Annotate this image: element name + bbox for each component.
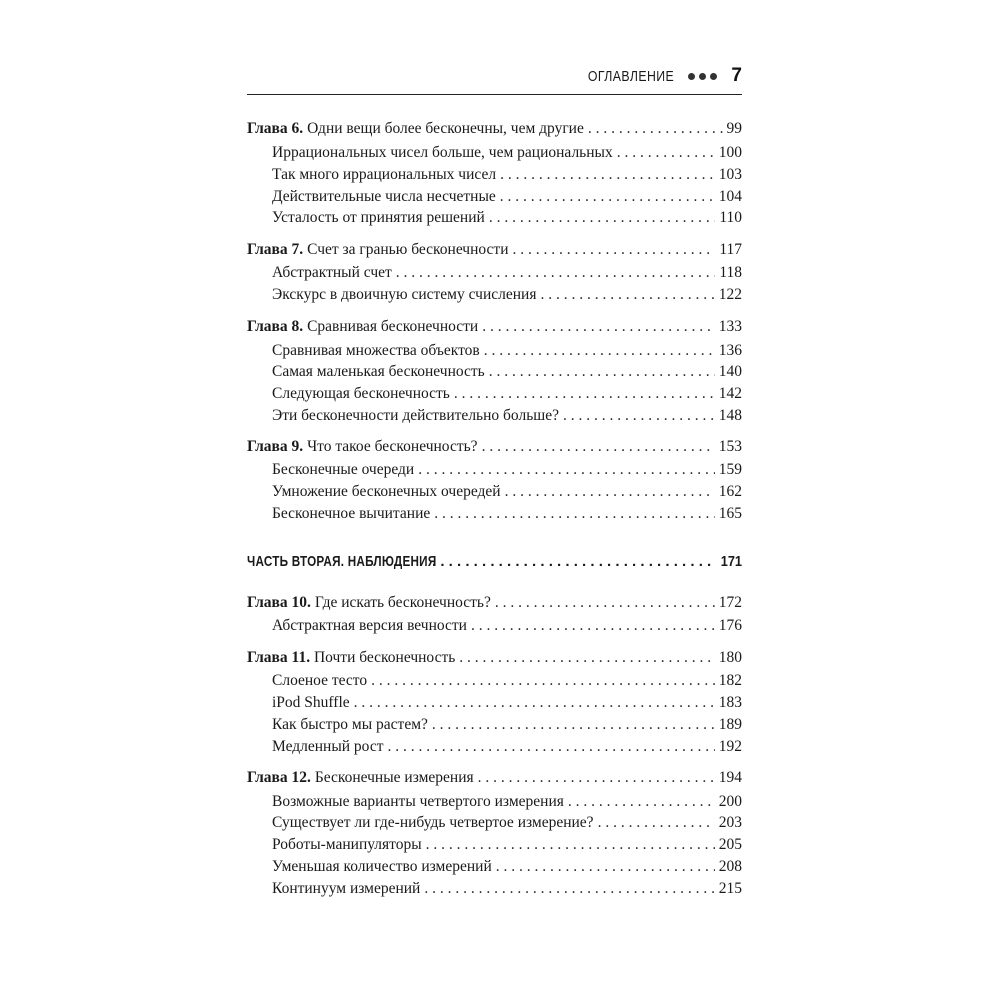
toc-section-title: Абстрактная версия вечности — [272, 617, 467, 634]
running-header — [247, 62, 742, 90]
dot-leader — [496, 856, 715, 878]
toc-section — [272, 812, 742, 834]
dot-leader — [489, 207, 716, 229]
dot-leader — [387, 736, 714, 758]
toc-section — [272, 164, 742, 186]
dot-leader — [513, 239, 716, 261]
dot-leader — [505, 481, 715, 503]
toc-page-number: 133 — [718, 318, 742, 335]
toc-chapter-label — [247, 436, 478, 458]
toc-chapter-title: Почти бесконечность — [310, 649, 456, 666]
toc-section — [272, 142, 742, 164]
toc-section-title: Существует ли где-нибудь четвертое измерение? — [272, 814, 594, 831]
toc-section — [272, 615, 742, 637]
toc-section — [272, 481, 742, 503]
toc-section — [272, 284, 742, 306]
toc-page-number: 203 — [718, 814, 742, 831]
toc-page-number: 110 — [719, 209, 742, 226]
toc-page-number: 182 — [718, 672, 742, 689]
toc-part — [247, 550, 742, 574]
dot-leader — [396, 262, 716, 284]
toc-page-number: 103 — [718, 166, 742, 183]
toc-section-title: Бесконечное вычитание — [272, 505, 431, 522]
toc-section-title: Возможные варианты четвертого измерения — [272, 793, 564, 810]
toc-chapter — [247, 767, 742, 789]
toc-section — [272, 791, 742, 813]
dot-leader — [454, 383, 715, 405]
toc-section-title: Так много иррациональных чисел — [272, 166, 497, 183]
toc-section-title: Слоеное тесто — [272, 672, 368, 689]
toc-part-title: ЧАСТЬ ВТОРАЯ. НАБЛЮДЕНИЯ — [247, 553, 437, 570]
dot-leader — [482, 436, 715, 458]
toc-page-number: 159 — [718, 461, 742, 478]
toc-page-number: 148 — [718, 407, 742, 424]
toc-chapter-title: Счет за гранью бесконечности — [303, 241, 509, 258]
toc-section — [272, 736, 742, 758]
toc-page-number: 194 — [718, 769, 742, 786]
dot-leader — [434, 503, 715, 525]
toc-page-number: 176 — [718, 617, 742, 634]
toc-page-number: 118 — [719, 264, 742, 281]
dot-leader — [426, 834, 715, 856]
toc-chapter — [247, 316, 742, 338]
toc-chapter — [247, 592, 742, 614]
toc-chapter-title: Одни вещи более бесконечны, чем другие — [303, 120, 584, 137]
toc-page-number: 165 — [718, 505, 742, 522]
dot-leader — [500, 164, 715, 186]
toc-section — [272, 262, 742, 284]
toc-section — [272, 670, 742, 692]
toc-chapter-label — [247, 592, 491, 614]
dot-leader — [432, 714, 715, 736]
toc-chapter-number: Глава 6. — [247, 120, 304, 137]
dot-leader — [418, 459, 715, 481]
dot-leader — [354, 692, 715, 714]
toc-page-number: 180 — [718, 649, 742, 666]
toc-chapter-number: Глава 11. — [247, 649, 311, 666]
toc-chapter-number: Глава 9. — [247, 438, 304, 455]
toc-section-title: Усталость от принятия решений — [272, 209, 485, 226]
toc-section — [272, 459, 742, 481]
toc-section-title: Континуум измерений — [272, 880, 421, 897]
toc-section-title: iPod Shuffle — [272, 694, 350, 711]
toc-chapter-label — [247, 647, 455, 669]
toc-section — [272, 361, 742, 383]
toc-chapter-title: Сравнивая бесконечности — [303, 318, 479, 335]
toc-chapter-number: Глава 12. — [247, 769, 311, 786]
page-number: 7 — [731, 65, 742, 86]
dot-leader — [371, 670, 715, 692]
toc-section — [272, 383, 742, 405]
toc-page-number: 205 — [718, 836, 742, 853]
dot-leader — [484, 340, 715, 362]
toc-page-number: 171 — [720, 553, 742, 570]
toc-page-number: 183 — [718, 694, 742, 711]
dot-leader — [459, 647, 714, 669]
toc-section-title: Действительные числа несчетные — [272, 188, 496, 205]
toc-chapter-label — [247, 767, 474, 789]
toc-page-number: 200 — [718, 793, 742, 810]
toc-chapter-label — [247, 316, 478, 338]
toc-section-title: Эти бесконечности действительно больше? — [272, 407, 559, 424]
toc-section-title: Роботы-манипуляторы — [272, 836, 422, 853]
dot-leader — [598, 812, 715, 834]
dot-leader — [563, 405, 715, 427]
dot-leader — [495, 592, 715, 614]
toc-section-title: Как быстро мы растем? — [272, 716, 428, 733]
toc-section-title: Медленный рост — [272, 738, 384, 755]
running-header-title: ОГЛАВЛЕНИЕ — [588, 67, 675, 85]
toc-page-number: 215 — [718, 880, 742, 897]
toc-page-number: 162 — [718, 483, 742, 500]
toc-chapter-label — [247, 239, 509, 261]
toc-page-number: 140 — [718, 363, 742, 380]
toc-chapter-number: Глава 10. — [247, 594, 311, 611]
header-rule — [247, 94, 742, 95]
toc-section — [272, 207, 742, 229]
toc-page-number: 192 — [718, 738, 742, 755]
dot-leader — [568, 791, 715, 813]
toc-page-number: 172 — [718, 594, 742, 611]
toc-page-number: 208 — [718, 858, 742, 875]
toc-section-title: Абстрактный счет — [272, 264, 392, 281]
dot-leader — [617, 142, 715, 164]
toc-section — [272, 692, 742, 714]
toc-section — [272, 714, 742, 736]
toc-chapter-title: Бесконечные измерения — [310, 769, 474, 786]
toc-page-number: 99 — [726, 120, 742, 137]
dot-leader — [482, 316, 715, 338]
toc-page-number: 153 — [718, 438, 742, 455]
toc-section-title: Экскурс в двоичную систему счисления — [272, 286, 537, 303]
toc-page-number: 189 — [718, 716, 742, 733]
toc-section-title: Самая маленькая бесконечность — [272, 363, 485, 380]
toc-section — [272, 405, 742, 427]
toc-chapter-title: Где искать бесконечность? — [310, 594, 491, 611]
toc-page-number: 104 — [718, 188, 742, 205]
toc-chapter-number: Глава 7. — [247, 241, 304, 258]
dot-leader — [588, 118, 723, 140]
toc-section-title: Уменьшая количество измерений — [272, 858, 492, 875]
toc-section — [272, 856, 742, 878]
dot-leader — [424, 878, 714, 900]
toc-section — [272, 340, 742, 362]
dot-leader — [471, 615, 715, 637]
toc-section-title: Сравнивая множества объектов — [272, 342, 480, 359]
toc-section — [272, 186, 742, 208]
toc-section — [272, 503, 742, 525]
ornament-dots-icon — [688, 73, 717, 80]
toc-section — [272, 834, 742, 856]
toc-section-title: Умножение бесконечных очередей — [272, 483, 501, 500]
dot-leader — [478, 767, 715, 789]
toc-page-number: 136 — [718, 342, 742, 359]
dot-leader — [500, 186, 715, 208]
toc-section-title: Иррациональных чисел больше, чем рациональных — [272, 144, 613, 161]
toc-section-title: Бесконечные очереди — [272, 461, 415, 478]
toc-section — [272, 878, 742, 900]
toc-page-number: 142 — [718, 385, 742, 402]
toc-chapter-label — [247, 118, 584, 140]
toc-chapter-title: Что такое бесконечность? — [303, 438, 478, 455]
toc-chapter — [247, 647, 742, 669]
toc-chapter — [247, 239, 742, 261]
toc-chapter — [247, 118, 742, 140]
dot-leader — [540, 284, 714, 306]
toc-chapter — [247, 436, 742, 458]
toc-page-number: 117 — [719, 241, 742, 258]
toc-chapter-number: Глава 8. — [247, 318, 304, 335]
toc-page-number: 122 — [718, 286, 742, 303]
dot-leader — [489, 361, 715, 383]
toc-page-number: 100 — [718, 144, 742, 161]
toc-section-title: Следующая бесконечность — [272, 385, 450, 402]
dot-leader — [432, 550, 714, 574]
